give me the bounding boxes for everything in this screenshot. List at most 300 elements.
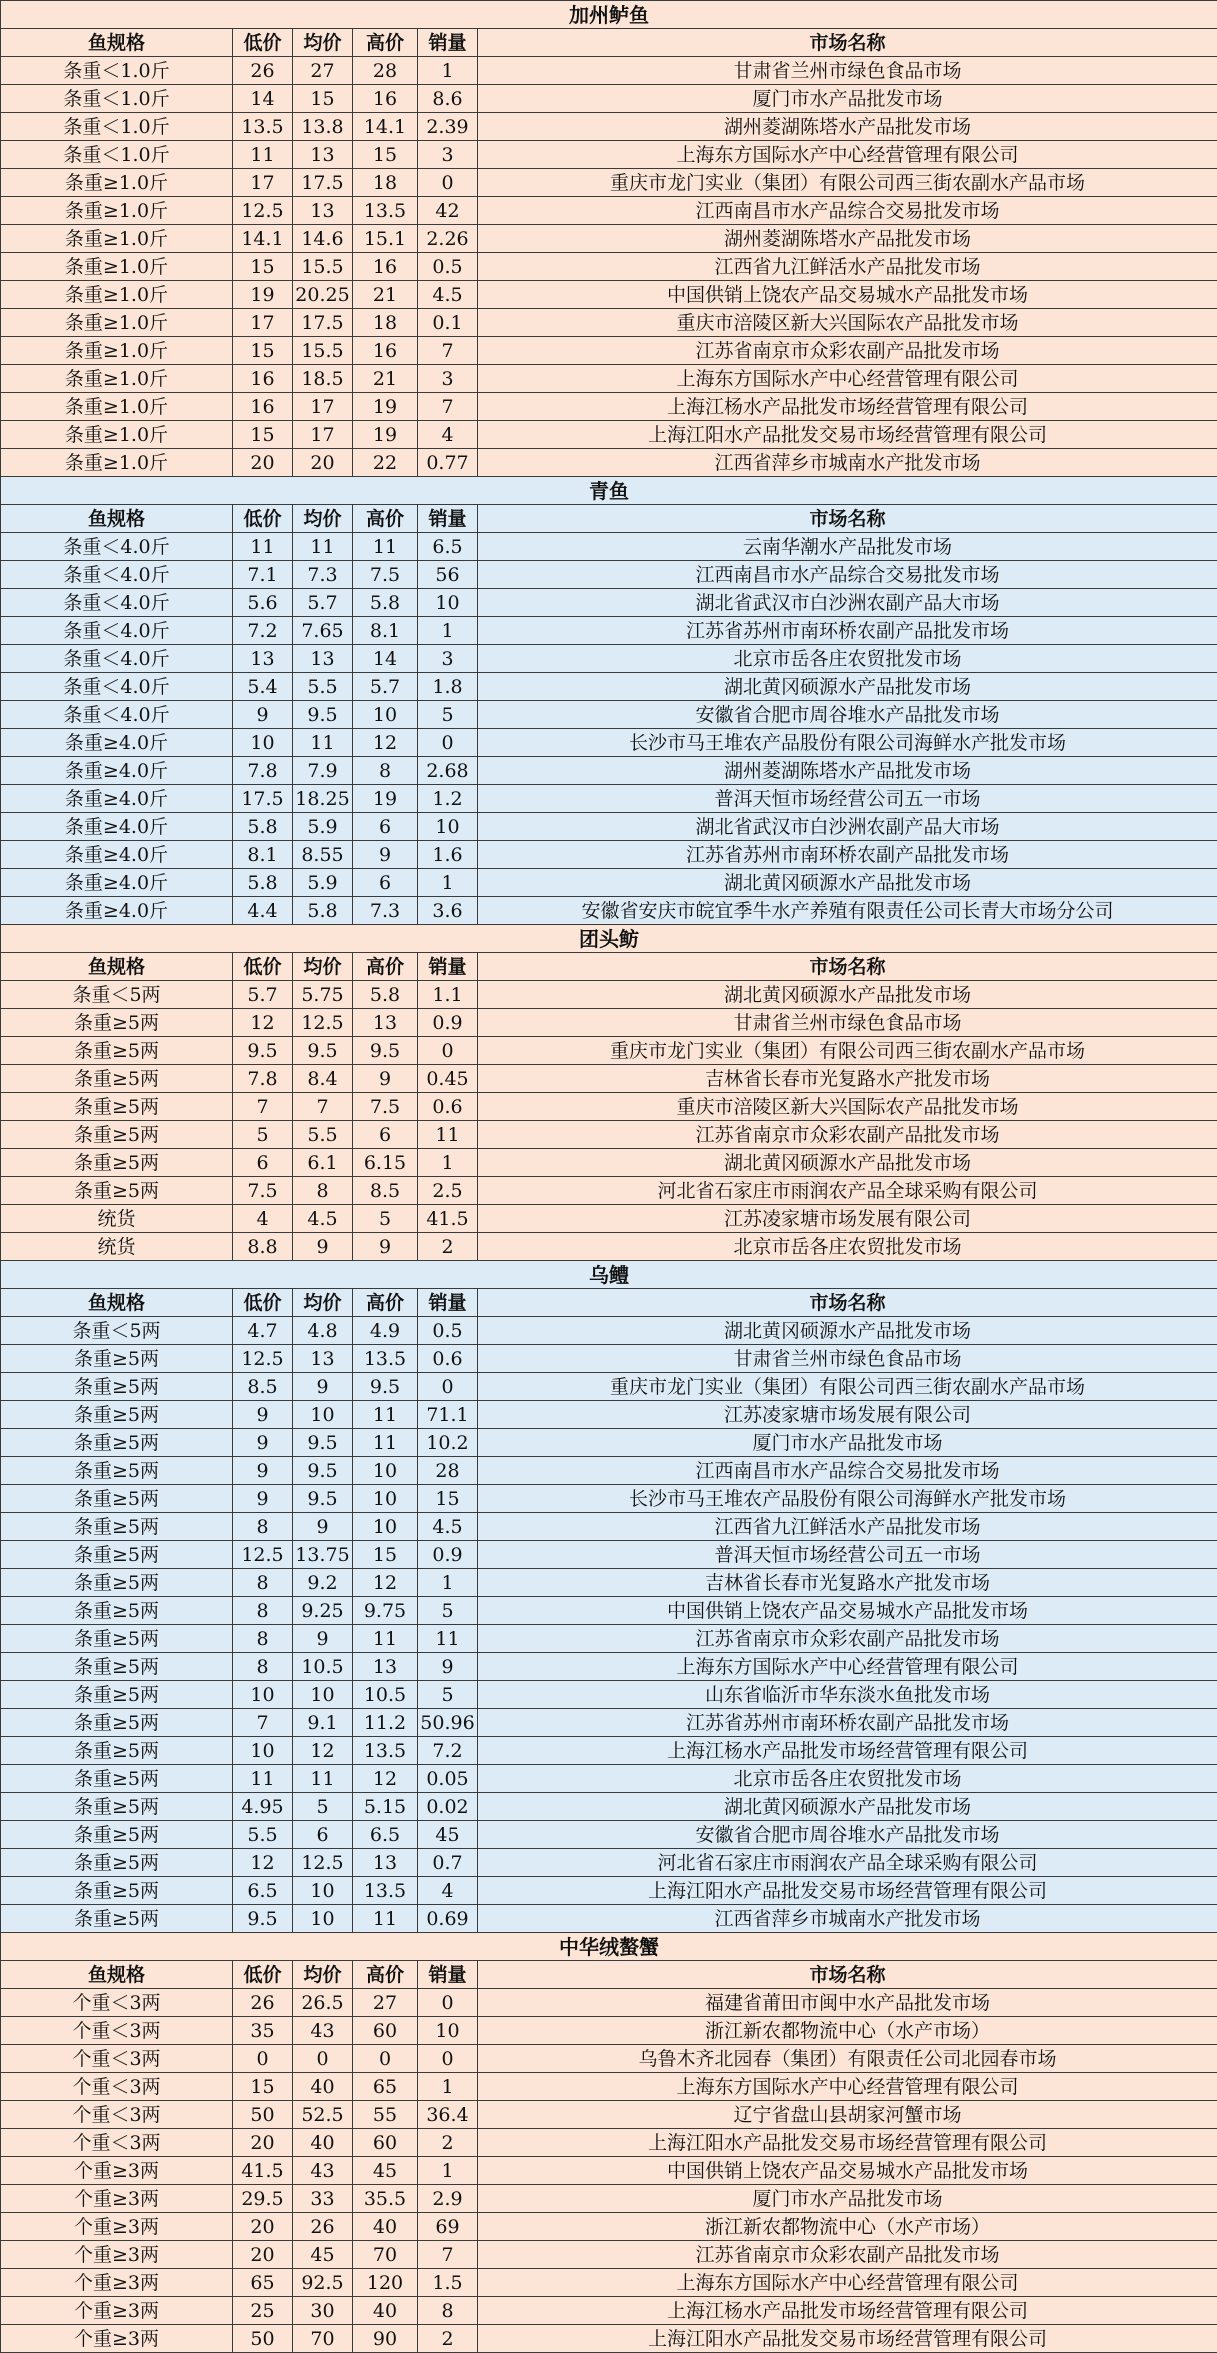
table-cell: 个重≥3两 (1, 2185, 233, 2213)
table-cell: 厦门市水产品批发市场 (478, 85, 1217, 113)
table-cell: 湖州菱湖陈塔水产品批发市场 (478, 757, 1217, 785)
table-cell: 9 (293, 1625, 353, 1653)
table-cell: 4.5 (418, 1513, 478, 1541)
table-cell: 10.5 (293, 1653, 353, 1681)
table-cell: 江苏省南京市众彩农副产品批发市场 (478, 2241, 1217, 2269)
table-row (1, 1541, 1217, 1569)
table-cell: 条重≥5两 (1, 1513, 233, 1541)
table-cell: 山东省临沂市华东淡水鱼批发市场 (478, 1681, 1217, 1709)
table-cell: 个重≥3两 (1, 2241, 233, 2269)
table-cell: 0 (418, 169, 478, 197)
table-cell: 12.5 (233, 1541, 293, 1569)
table-cell: 条重≥5两 (1, 1093, 233, 1121)
table-cell: 1.8 (418, 673, 478, 701)
table-cell: 22 (353, 449, 418, 477)
table-cell: 条重＜4.0斤 (1, 617, 233, 645)
table-cell: 湖北省武汉市白沙洲农副产品大市场 (478, 589, 1217, 617)
table-cell: 33 (293, 2185, 353, 2213)
table-row (1, 2297, 1217, 2325)
table-cell: 1 (418, 57, 478, 85)
table-cell: 江西省萍乡市城南水产批发市场 (478, 1905, 1217, 1933)
table-cell: 15.5 (293, 253, 353, 281)
table-cell: 9.5 (233, 1905, 293, 1933)
table-cell: 个重≥3两 (1, 2325, 233, 2353)
table-cell: 13 (353, 1009, 418, 1037)
table-cell: 江苏省苏州市南环桥农副产品批发市场 (478, 1709, 1217, 1737)
table-row (1, 1513, 1217, 1541)
table-cell: 条重≥5两 (1, 1597, 233, 1625)
table-cell: 江西南昌市水产品综合交易批发市场 (478, 561, 1217, 589)
table-cell: 6.5 (233, 1877, 293, 1905)
table-cell: 9.75 (353, 1597, 418, 1625)
table-cell: 重庆市涪陵区新大兴国际农产品批发市场 (478, 1093, 1217, 1121)
column-header: 市场名称 (478, 1961, 1217, 1989)
table-cell: 13 (293, 645, 353, 673)
table-cell: 15 (233, 2073, 293, 2101)
table-cell: 11 (293, 1765, 353, 1793)
table-cell: 上海江杨水产品批发市场经营管理有限公司 (478, 1737, 1217, 1765)
table-row (1, 1429, 1217, 1457)
table-cell: 2.39 (418, 113, 478, 141)
table-cell: 10.5 (353, 1681, 418, 1709)
table-cell: 长沙市马王堆农产品股份有限公司海鲜水产批发市场 (478, 729, 1217, 757)
table-cell: 吉林省长春市光复路水产批发市场 (478, 1569, 1217, 1597)
table-cell: 16 (233, 393, 293, 421)
column-header: 均价 (293, 1289, 353, 1317)
table-cell: 安徽省合肥市周谷堆水产品批发市场 (478, 1821, 1217, 1849)
table-cell: 个重＜3两 (1, 2101, 233, 2129)
column-header: 低价 (233, 29, 293, 57)
table-cell: 上海江阳水产品批发交易市场经营管理有限公司 (478, 2325, 1217, 2353)
table-cell: 13 (353, 1849, 418, 1877)
table-cell: 43 (293, 2157, 353, 2185)
column-header: 高价 (353, 1961, 418, 1989)
table-row (1, 1233, 1217, 1261)
table-cell: 6 (353, 813, 418, 841)
table-cell: 45 (353, 2157, 418, 2185)
column-header-row (1, 505, 1217, 533)
table-cell: 个重＜3两 (1, 1989, 233, 2017)
table-cell: 条重≥5两 (1, 1485, 233, 1513)
table-cell: 条重＜1.0斤 (1, 57, 233, 85)
table-cell: 5.5 (293, 673, 353, 701)
table-cell: 个重≥3两 (1, 2269, 233, 2297)
table-cell: 11.2 (353, 1709, 418, 1737)
table-cell: 11 (418, 1121, 478, 1149)
table-cell: 江西南昌市水产品综合交易批发市场 (478, 197, 1217, 225)
table-cell: 90 (353, 2325, 418, 2353)
table-cell: 统货 (1, 1233, 233, 1261)
table-cell: 12 (293, 1737, 353, 1765)
table-cell: 0.7 (418, 1849, 478, 1877)
table-cell: 8.1 (233, 841, 293, 869)
table-cell: 10 (233, 729, 293, 757)
table-cell: 40 (293, 2073, 353, 2101)
table-cell: 35 (233, 2017, 293, 2045)
table-cell: 条重≥5两 (1, 1569, 233, 1597)
table-cell: 19 (353, 785, 418, 813)
table-cell: 5.5 (233, 1821, 293, 1849)
table-cell: 条重＜5两 (1, 981, 233, 1009)
table-cell: 6 (293, 1821, 353, 1849)
table-cell: 0.9 (418, 1541, 478, 1569)
table-cell: 30 (293, 2297, 353, 2325)
table-cell: 15 (293, 85, 353, 113)
table-cell: 9.5 (233, 1037, 293, 1065)
table-cell: 0.6 (418, 1093, 478, 1121)
table-cell: 4.9 (353, 1317, 418, 1345)
table-cell: 条重≥5两 (1, 1177, 233, 1205)
section-title: 团头鲂 (1, 925, 1217, 953)
table-cell: 条重≥5两 (1, 1793, 233, 1821)
table-row (1, 393, 1217, 421)
table-cell: 8.6 (418, 85, 478, 113)
table-row (1, 57, 1217, 85)
table-cell: 15 (233, 253, 293, 281)
table-cell: 甘肃省兰州市绿色食品市场 (478, 1009, 1217, 1037)
table-cell: 6 (233, 1149, 293, 1177)
table-cell: 条重≥5两 (1, 1401, 233, 1429)
table-row (1, 617, 1217, 645)
table-cell: 中国供销上饶农产品交易城水产品批发市场 (478, 1597, 1217, 1625)
table-cell: 9.5 (293, 1037, 353, 1065)
column-header: 高价 (353, 953, 418, 981)
table-cell: 11 (353, 1905, 418, 1933)
table-row (1, 533, 1217, 561)
table-row (1, 1401, 1217, 1429)
table-cell: 10 (233, 1681, 293, 1709)
table-cell: 7.1 (233, 561, 293, 589)
column-header: 高价 (353, 505, 418, 533)
table-cell: 9 (233, 1457, 293, 1485)
table-cell: 52.5 (293, 2101, 353, 2129)
table-cell: 5.15 (353, 1793, 418, 1821)
table-row (1, 897, 1217, 925)
table-cell: 0.5 (418, 253, 478, 281)
table-cell: 5.7 (353, 673, 418, 701)
table-row (1, 2045, 1217, 2073)
column-header: 均价 (293, 953, 353, 981)
table-cell: 0.69 (418, 1905, 478, 1933)
table-cell: 云南华潮水产品批发市场 (478, 533, 1217, 561)
table-cell: 14.1 (233, 225, 293, 253)
table-cell: 20 (233, 2241, 293, 2269)
table-cell: 9.25 (293, 1597, 353, 1625)
table-cell: 7.2 (233, 617, 293, 645)
table-row (1, 729, 1217, 757)
table-cell: 1 (418, 869, 478, 897)
table-cell: 16 (353, 253, 418, 281)
table-row (1, 85, 1217, 113)
table-cell: 9 (353, 1065, 418, 1093)
table-cell: 2.9 (418, 2185, 478, 2213)
table-cell: 湖北省武汉市白沙洲农副产品大市场 (478, 813, 1217, 841)
column-header-row (1, 1289, 1217, 1317)
table-cell: 28 (418, 1457, 478, 1485)
table-cell: 20 (233, 2213, 293, 2241)
table-cell: 5.8 (233, 813, 293, 841)
table-cell: 条重＜1.0斤 (1, 113, 233, 141)
table-cell: 7.5 (353, 561, 418, 589)
column-header: 鱼规格 (1, 1289, 233, 1317)
table-cell: 上海东方国际水产中心经营管理有限公司 (478, 365, 1217, 393)
table-cell: 5.9 (293, 869, 353, 897)
table-cell: 13.5 (233, 113, 293, 141)
table-row (1, 673, 1217, 701)
table-row (1, 1877, 1217, 1905)
table-cell: 条重≥4.0斤 (1, 757, 233, 785)
table-cell: 2.5 (418, 1177, 478, 1205)
table-cell: 上海江杨水产品批发市场经营管理有限公司 (478, 2297, 1217, 2325)
column-header: 低价 (233, 1961, 293, 1989)
table-cell: 6.15 (353, 1149, 418, 1177)
table-cell: 条重＜4.0斤 (1, 645, 233, 673)
table-cell: 20 (233, 2129, 293, 2157)
table-cell: 3 (418, 645, 478, 673)
table-cell: 43 (293, 2017, 353, 2045)
table-cell: 条重≥5两 (1, 1765, 233, 1793)
table-cell: 13.5 (353, 1345, 418, 1373)
table-cell: 条重≥1.0斤 (1, 365, 233, 393)
table-row (1, 113, 1217, 141)
table-cell: 条重≥1.0斤 (1, 449, 233, 477)
table-cell: 20 (233, 449, 293, 477)
table-cell: 条重≥5两 (1, 1009, 233, 1037)
table-cell: 17.5 (293, 309, 353, 337)
table-cell: 8.1 (353, 617, 418, 645)
table-cell: 条重≥5两 (1, 1877, 233, 1905)
table-cell: 17.5 (293, 169, 353, 197)
table-cell: 江苏省苏州市南环桥农副产品批发市场 (478, 841, 1217, 869)
table-cell: 10 (418, 2017, 478, 2045)
table-cell: 乌鲁木齐北园春（集团）有限责任公司北园春市场 (478, 2045, 1217, 2073)
table-cell: 20.25 (293, 281, 353, 309)
table-row (1, 169, 1217, 197)
section-title-row (1, 925, 1217, 953)
table-cell: 条重≥5两 (1, 1653, 233, 1681)
table-cell: 5.8 (233, 869, 293, 897)
table-cell: 江西省九江鲜活水产品批发市场 (478, 253, 1217, 281)
table-cell: 65 (233, 2269, 293, 2297)
table-cell: 40 (353, 2297, 418, 2325)
table-cell: 9 (353, 841, 418, 869)
table-cell: 个重≥3两 (1, 2213, 233, 2241)
table-cell: 13.5 (353, 1737, 418, 1765)
column-header: 销量 (418, 29, 478, 57)
table-row (1, 1569, 1217, 1597)
table-cell: 7.2 (418, 1737, 478, 1765)
table-cell: 70 (293, 2325, 353, 2353)
table-cell: 40 (293, 2129, 353, 2157)
table-cell: 9.1 (293, 1709, 353, 1737)
table-cell: 2.68 (418, 757, 478, 785)
table-cell: 12 (353, 1765, 418, 1793)
table-cell: 上海东方国际水产中心经营管理有限公司 (478, 141, 1217, 169)
table-cell: 60 (353, 2017, 418, 2045)
table-cell: 0.1 (418, 309, 478, 337)
table-cell: 17.5 (233, 785, 293, 813)
table-cell: 11 (293, 533, 353, 561)
table-cell: 1.5 (418, 2269, 478, 2297)
column-header-row (1, 1961, 1217, 1989)
table-cell: 11 (353, 1401, 418, 1429)
table-cell: 0 (418, 2045, 478, 2073)
table-cell: 0 (293, 2045, 353, 2073)
table-cell: 50 (233, 2101, 293, 2129)
table-cell: 10.2 (418, 1429, 478, 1457)
table-cell: 120 (353, 2269, 418, 2297)
section-title-row (1, 1933, 1217, 1961)
table-cell: 1 (418, 2073, 478, 2101)
table-cell: 7 (293, 1093, 353, 1121)
table-cell: 个重＜3两 (1, 2129, 233, 2157)
table-cell: 10 (418, 589, 478, 617)
table-cell: 湖北黄冈硕源水产品批发市场 (478, 673, 1217, 701)
table-cell: 1 (418, 2157, 478, 2185)
table-cell: 2 (418, 2129, 478, 2157)
column-header: 鱼规格 (1, 953, 233, 981)
table-cell: 上海江阳水产品批发交易市场经营管理有限公司 (478, 1877, 1217, 1905)
table-row (1, 1065, 1217, 1093)
table-cell: 7 (233, 1709, 293, 1737)
table-row (1, 2157, 1217, 2185)
table-cell: 69 (418, 2213, 478, 2241)
table-row (1, 2129, 1217, 2157)
table-cell: 条重≥5两 (1, 1149, 233, 1177)
table-cell: 0 (233, 2045, 293, 2073)
table-cell: 50 (233, 2325, 293, 2353)
table-cell: 3 (418, 141, 478, 169)
table-row (1, 1037, 1217, 1065)
table-row (1, 1597, 1217, 1625)
column-header: 低价 (233, 505, 293, 533)
table-cell: 个重＜3两 (1, 2017, 233, 2045)
table-cell: 中国供销上饶农产品交易城水产品批发市场 (478, 2157, 1217, 2185)
table-cell: 16 (353, 337, 418, 365)
table-cell: 9 (233, 1429, 293, 1457)
table-cell: 湖北黄冈硕源水产品批发市场 (478, 1149, 1217, 1177)
table-cell: 6.1 (293, 1149, 353, 1177)
table-cell: 2 (418, 2325, 478, 2353)
table-cell: 0.5 (418, 1317, 478, 1345)
table-cell: 27 (353, 1989, 418, 2017)
table-cell: 4 (418, 1877, 478, 1905)
column-header: 销量 (418, 505, 478, 533)
section-title: 中华绒螯蟹 (1, 1933, 1217, 1961)
table-cell: 18 (353, 309, 418, 337)
table-cell: 9 (418, 1653, 478, 1681)
table-cell: 北京市岳各庄农贸批发市场 (478, 1765, 1217, 1793)
table-cell: 0 (418, 1989, 478, 2017)
table-cell: 统货 (1, 1205, 233, 1233)
table-cell: 1.6 (418, 841, 478, 869)
table-cell: 10 (353, 1513, 418, 1541)
table-cell: 0.9 (418, 1009, 478, 1037)
table-cell: 普洱天恒市场经营公司五一市场 (478, 785, 1217, 813)
table-cell: 17 (293, 393, 353, 421)
table-cell: 重庆市龙门实业（集团）有限公司西三街农副水产品市场 (478, 1373, 1217, 1401)
table-cell: 4.5 (418, 281, 478, 309)
table-cell: 6 (353, 869, 418, 897)
column-header: 销量 (418, 1961, 478, 1989)
table-row (1, 1177, 1217, 1205)
table-cell: 13.5 (353, 197, 418, 225)
table-row (1, 561, 1217, 589)
table-cell: 条重≥5两 (1, 1373, 233, 1401)
table-cell: 17 (233, 309, 293, 337)
table-cell: 10 (293, 1681, 353, 1709)
table-row (1, 1457, 1217, 1485)
table-cell: 0.02 (418, 1793, 478, 1821)
table-cell: 5.7 (293, 589, 353, 617)
table-cell: 条重＜4.0斤 (1, 701, 233, 729)
table-cell: 5.8 (353, 981, 418, 1009)
table-cell: 5.7 (233, 981, 293, 1009)
table-row (1, 1121, 1217, 1149)
table-cell: 5.4 (233, 673, 293, 701)
table-cell: 5.5 (293, 1121, 353, 1149)
table-cell: 条重≥1.0斤 (1, 225, 233, 253)
table-cell: 27 (293, 57, 353, 85)
table-row (1, 1625, 1217, 1653)
table-cell: 19 (353, 393, 418, 421)
table-cell: 8.4 (293, 1065, 353, 1093)
section-title-row (1, 1261, 1217, 1289)
table-cell: 12 (233, 1009, 293, 1037)
table-cell: 9 (233, 1401, 293, 1429)
table-cell: 吉林省长春市光复路水产批发市场 (478, 1065, 1217, 1093)
table-cell: 41.5 (418, 1205, 478, 1233)
table-cell: 条重≥5两 (1, 1121, 233, 1149)
table-cell: 福建省莆田市闽中水产品批发市场 (478, 1989, 1217, 2017)
table-cell: 13 (233, 645, 293, 673)
table-cell: 上海江阳水产品批发交易市场经营管理有限公司 (478, 2129, 1217, 2157)
table-cell: 13 (293, 141, 353, 169)
table-cell: 北京市岳各庄农贸批发市场 (478, 645, 1217, 673)
table-cell: 1 (418, 1149, 478, 1177)
table-row (1, 1821, 1217, 1849)
table-cell: 7 (418, 393, 478, 421)
table-cell: 13 (293, 197, 353, 225)
table-cell: 条重＜1.0斤 (1, 141, 233, 169)
table-cell: 上海江杨水产品批发市场经营管理有限公司 (478, 393, 1217, 421)
table-cell: 45 (418, 1821, 478, 1849)
table-row (1, 1681, 1217, 1709)
table-row (1, 2101, 1217, 2129)
table-cell: 12.5 (233, 197, 293, 225)
table-cell: 普洱天恒市场经营公司五一市场 (478, 1541, 1217, 1569)
table-cell: 18.25 (293, 785, 353, 813)
table-cell: 14 (233, 85, 293, 113)
table-cell: 15 (353, 1541, 418, 1569)
table-cell: 13.5 (353, 1877, 418, 1905)
section-title-row (1, 477, 1217, 505)
table-cell: 11 (418, 1625, 478, 1653)
table-cell: 9.5 (293, 1457, 353, 1485)
table-cell: 15 (233, 337, 293, 365)
table-cell: 17 (293, 421, 353, 449)
table-cell: 江苏省苏州市南环桥农副产品批发市场 (478, 617, 1217, 645)
table-cell: 5.75 (293, 981, 353, 1009)
table-cell: 14 (353, 645, 418, 673)
table-row (1, 309, 1217, 337)
table-cell: 18 (353, 169, 418, 197)
table-cell: 个重＜3两 (1, 2073, 233, 2101)
table-cell: 浙江新农都物流中心（水产市场） (478, 2017, 1217, 2045)
column-header: 市场名称 (478, 505, 1217, 533)
table-cell: 5 (233, 1121, 293, 1149)
table-cell: 厦门市水产品批发市场 (478, 2185, 1217, 2213)
